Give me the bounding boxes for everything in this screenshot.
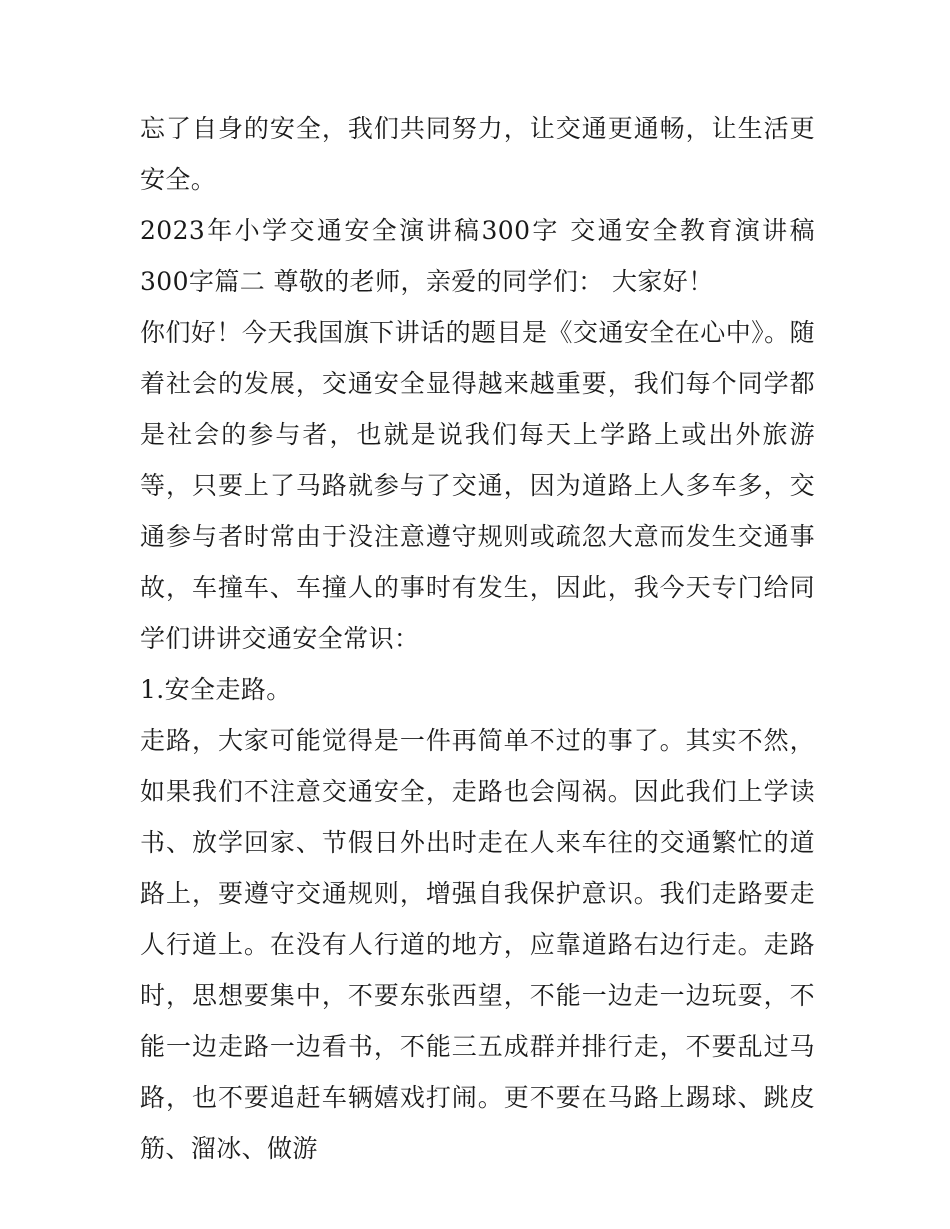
- paragraph-intro: 你们好！今天我国旗下讲话的题目是《交通安全在心中》。随着社会的发展，交通安全显得越来越重要，我们每个同学都是社会的参与者，也就是说我们每天上学路上或出外旅游等，只要上了马路就参与了交通，因为道路上人多车多，交通参与者时常由于没注意遵守规则或疏忽大意而发生交通事故，车撞车、车撞人的事时有发生，因此，我今天专门给同学们讲讲交通安全常识：: [140, 318, 815, 653]
- paragraph-walking: 走路，大家可能觉得是一件再简单不过的事了。其实不然，如果我们不注意交通安全，走路也会闯祸。因此我们上学读书、放学回家、节假日外出时走在人来车往的交通繁忙的道路上，要遵守交通规则，增强自我保护意识。我们走路要走人行道上。在没有人行道的地方，应靠道路右边行走。走路时，思想要集中，不要东张西望，不能一边走一边玩耍，不能一边走路一边看书，不能三五成群并排行走，不要乱过马路，也不要追赶车辆嬉戏打闹。更不要在马路上踢球、跳皮筋、溜冰、做游: [140, 726, 815, 1163]
- paragraph-closing: 忘了自身的安全，我们共同努力，让交通更通畅，让生活更安全。: [140, 114, 815, 194]
- paragraph-title: 2023年小学交通安全演讲稿300字 交通安全教育演讲稿300字篇二 尊敬的老师，亲爱的同学们： 大家好！: [140, 216, 815, 296]
- document-body: [140, 103, 815, 1174]
- paragraph-heading-walk-safely: 1.安全走路。: [140, 675, 292, 704]
